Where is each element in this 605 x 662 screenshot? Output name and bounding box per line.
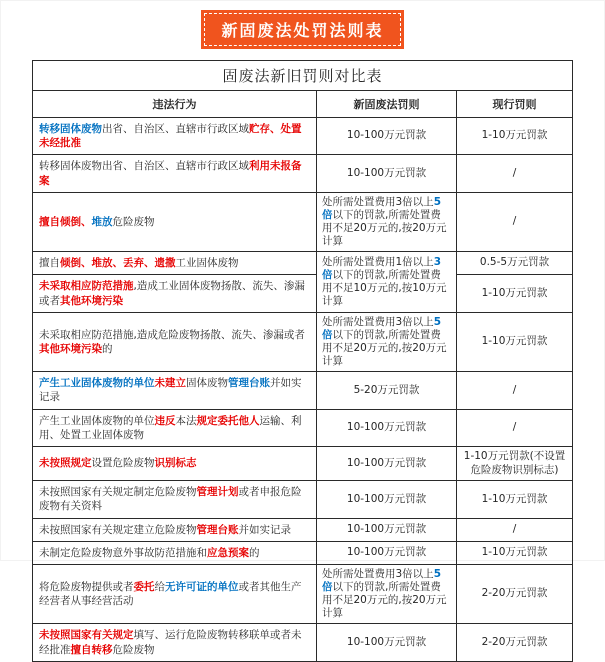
behavior-cell <box>33 192 317 252</box>
text-segment-black: 运输、利用、处置工业固体废物 <box>39 414 302 441</box>
text-segment-red: 其他环境污染 <box>39 342 102 355</box>
text-segment-black: 以下的罚款,所需处置费用不足20万元的,按20万元计算 <box>322 580 447 620</box>
table-row-2 <box>33 155 573 192</box>
text-segment-black: ,造成工业固体废物扬散、流失、渗漏或者 <box>39 280 305 307</box>
table-row-6 <box>33 312 573 372</box>
table-row-11 <box>33 518 573 541</box>
text-segment-black: 处所需处置费用3倍以上 <box>322 195 434 208</box>
behavior-cell <box>33 409 317 446</box>
text-segment-black: 危险废物 <box>112 643 155 656</box>
text-segment-black: 危险废物 <box>112 215 155 228</box>
new-penalty-cell <box>317 624 457 661</box>
text-segment-blue: 5倍 <box>322 567 441 593</box>
table-body <box>33 118 573 662</box>
behavior-cell <box>33 541 317 564</box>
text-segment-red: 未按照国家有关规定 <box>39 629 134 642</box>
text-segment-blue: 堆放 <box>91 215 113 228</box>
new-penalty-cell <box>317 446 457 480</box>
new-penalty-cell <box>317 252 457 313</box>
new-penalty-cell <box>317 518 457 541</box>
text-segment-blue: 无许可证的单位 <box>165 580 239 593</box>
current-penalty-cell: 2-20万元罚款 <box>457 624 573 661</box>
text-segment-black: 以下的罚款,所需处置费用不足20万元的,按20万元计算 <box>322 208 447 248</box>
text-segment-black: 产生工业固体废物的单位 <box>39 414 155 427</box>
text-segment-black: 10-100万元罚款 <box>346 129 427 142</box>
text-segment-red: 规定委托他人 <box>196 414 260 427</box>
behavior-cell <box>33 564 317 624</box>
table-row-14 <box>33 624 573 661</box>
current-penalty-cell: 0.5-5万元罚款 <box>457 252 573 275</box>
current-penalty-cell: 1-10万元罚款 <box>457 481 573 518</box>
text-segment-black: 设置危险废物 <box>91 457 155 470</box>
new-penalty-cell <box>317 481 457 518</box>
text-segment-red: 未采取相应防范措施 <box>39 280 134 293</box>
current-penalty-cell: 1-10万元罚款 <box>457 312 573 372</box>
text-segment-black: 或者申报危险废物有关资料 <box>39 486 302 513</box>
table-row-9 <box>33 446 573 480</box>
text-segment-red: 擅自转移 <box>70 643 113 656</box>
current-penalty-cell: 1-10万元罚款 <box>457 275 573 312</box>
text-segment-black: 10-100万元罚款 <box>346 456 427 469</box>
text-segment-red: 管理计划 <box>196 486 239 499</box>
current-penalty-cell: / <box>457 409 573 446</box>
table-row-12 <box>33 541 573 564</box>
current-penalty-cell: / <box>457 192 573 252</box>
text-segment-black: 未按照国家有关规定建立危险废物 <box>39 523 197 536</box>
text-segment-black: 或者其他生产经营者从事经营活动 <box>39 580 302 608</box>
new-penalty-cell <box>317 372 457 409</box>
table-row-13 <box>33 564 573 624</box>
table-row-10 <box>33 481 573 518</box>
text-segment-black: 的 <box>249 546 260 559</box>
text-segment-black: 未按照国家有关规定制定危险废物 <box>39 486 197 499</box>
text-segment-red: 识别标志 <box>154 457 197 470</box>
behavior-cell <box>33 155 317 192</box>
title-banner <box>201 10 403 49</box>
behavior-cell <box>33 252 317 275</box>
text-segment-red: 未建立 <box>154 377 186 390</box>
behavior-cell <box>33 624 317 661</box>
text-segment-black: 未采取相应防范措施,造成危险废物扬散、流失、渗漏或者 <box>39 328 305 341</box>
text-segment-black: 转移固体废物出省、自治区、直辖市行政区域 <box>39 160 249 173</box>
text-segment-red: 擅自倾倒、 <box>39 215 92 228</box>
new-penalty-cell <box>317 192 457 252</box>
text-segment-blue: 管理台账 <box>228 377 270 390</box>
new-penalty-cell <box>317 409 457 446</box>
text-segment-red: 贮存、处置未经批准 <box>39 123 302 150</box>
text-segment-black: 处所需处置费用3倍以上 <box>322 315 434 328</box>
column-header-behavior: 违法行为 <box>33 91 317 118</box>
current-penalty-cell: 1-10万元罚款 <box>457 118 573 155</box>
new-penalty-cell <box>317 155 457 192</box>
text-segment-blue: 5倍 <box>322 195 441 221</box>
current-penalty-cell: / <box>457 372 573 409</box>
table-header-row <box>33 91 573 118</box>
text-segment-black: 10-100万元罚款 <box>346 522 427 535</box>
column-header-new-penalty: 新固废法罚则 <box>317 91 457 118</box>
behavior-cell <box>33 275 317 312</box>
text-segment-black: 工业固体废物 <box>175 257 239 270</box>
table-row-3 <box>33 192 573 252</box>
table-row-1 <box>33 118 573 155</box>
text-segment-black: 的 <box>102 342 113 355</box>
banner-wrap <box>1 10 604 49</box>
current-penalty-cell: / <box>457 518 573 541</box>
text-segment-black: 将危险废物提供或者 <box>39 580 134 593</box>
table-row-8 <box>33 409 573 446</box>
table-row-5 <box>33 275 573 312</box>
text-segment-black: 处所需处置费用3倍以上 <box>322 567 434 580</box>
text-segment-red: 委托 <box>133 580 155 593</box>
text-segment-blue: 转移固体废物 <box>39 123 102 135</box>
text-segment-black: 处所需处置费用1倍以上 <box>322 255 434 268</box>
behavior-cell <box>33 372 317 409</box>
new-penalty-cell <box>317 541 457 564</box>
behavior-cell <box>33 118 317 155</box>
text-segment-blue: 3倍 <box>322 255 441 281</box>
page-title: 新固废法处罚法则表 <box>221 21 384 40</box>
new-penalty-cell <box>317 118 457 155</box>
text-segment-black: 10-100万元罚款 <box>346 166 427 179</box>
text-segment-black: 给 <box>154 580 165 593</box>
current-penalty-cell: / <box>457 155 573 192</box>
text-segment-black: 10-100万元罚款 <box>346 545 427 558</box>
table-title-row <box>33 61 573 91</box>
text-segment-red: 倾倒、堆放、丢弃、遗撒 <box>60 257 176 270</box>
text-segment-black: 5-20万元罚款 <box>353 383 420 396</box>
text-segment-black: 填写、运行危险废物转移联单或者未经批准 <box>39 629 302 656</box>
text-segment-blue: 5倍 <box>322 315 441 341</box>
text-segment-black: 擅自 <box>39 257 60 270</box>
text-segment-black: 出省、自治区、直辖市行政区域 <box>102 123 249 135</box>
current-penalty-cell: 1-10万元罚款 <box>457 541 573 564</box>
behavior-cell <box>33 518 317 541</box>
text-segment-red: 其他环境污染 <box>60 294 123 307</box>
text-segment-red: 未按照规定 <box>39 457 92 470</box>
text-segment-red: 管理台账 <box>196 523 239 536</box>
text-segment-red: 利用未报备案 <box>39 160 302 187</box>
comparison-table <box>32 60 573 662</box>
new-penalty-cell <box>317 564 457 624</box>
text-segment-black: 10-100万元罚款 <box>346 635 427 648</box>
text-segment-black: 未制定危险废物意外事故防范措施和 <box>39 546 207 559</box>
current-penalty-cell: 2-20万元罚款 <box>457 564 573 624</box>
text-segment-black: 并如实记录 <box>39 377 302 404</box>
column-header-current-penalty: 现行罚则 <box>457 91 573 118</box>
text-segment-red: 违反 <box>154 414 176 427</box>
table-row-4 <box>33 252 573 275</box>
current-penalty-cell: 1-10万元罚款(不设置危险废物识别标志) <box>457 446 573 480</box>
text-segment-red: 应急预案 <box>207 546 249 559</box>
new-penalty-cell <box>317 312 457 372</box>
table-title: 固废法新旧罚则对比表 <box>33 61 573 91</box>
text-segment-black: 并如实记录 <box>238 523 291 536</box>
text-segment-black: 10-100万元罚款 <box>346 420 427 433</box>
text-segment-black: 10-100万元罚款 <box>346 492 427 505</box>
text-segment-black: 固体废物 <box>186 377 228 390</box>
text-segment-black: 以下的罚款,所需处置费用不足20万元的,按20万元计算 <box>322 328 447 368</box>
text-segment-blue: 产生工业固体废物的单位 <box>39 377 155 390</box>
text-segment-black: 以下的罚款,所需处置费用不足10万元的,按10万元计算 <box>322 268 447 308</box>
behavior-cell <box>33 312 317 372</box>
title-banner-border <box>204 13 400 46</box>
behavior-cell <box>33 481 317 518</box>
text-segment-black: 本法 <box>175 414 197 427</box>
behavior-cell <box>33 446 317 480</box>
table-row-7 <box>33 372 573 409</box>
